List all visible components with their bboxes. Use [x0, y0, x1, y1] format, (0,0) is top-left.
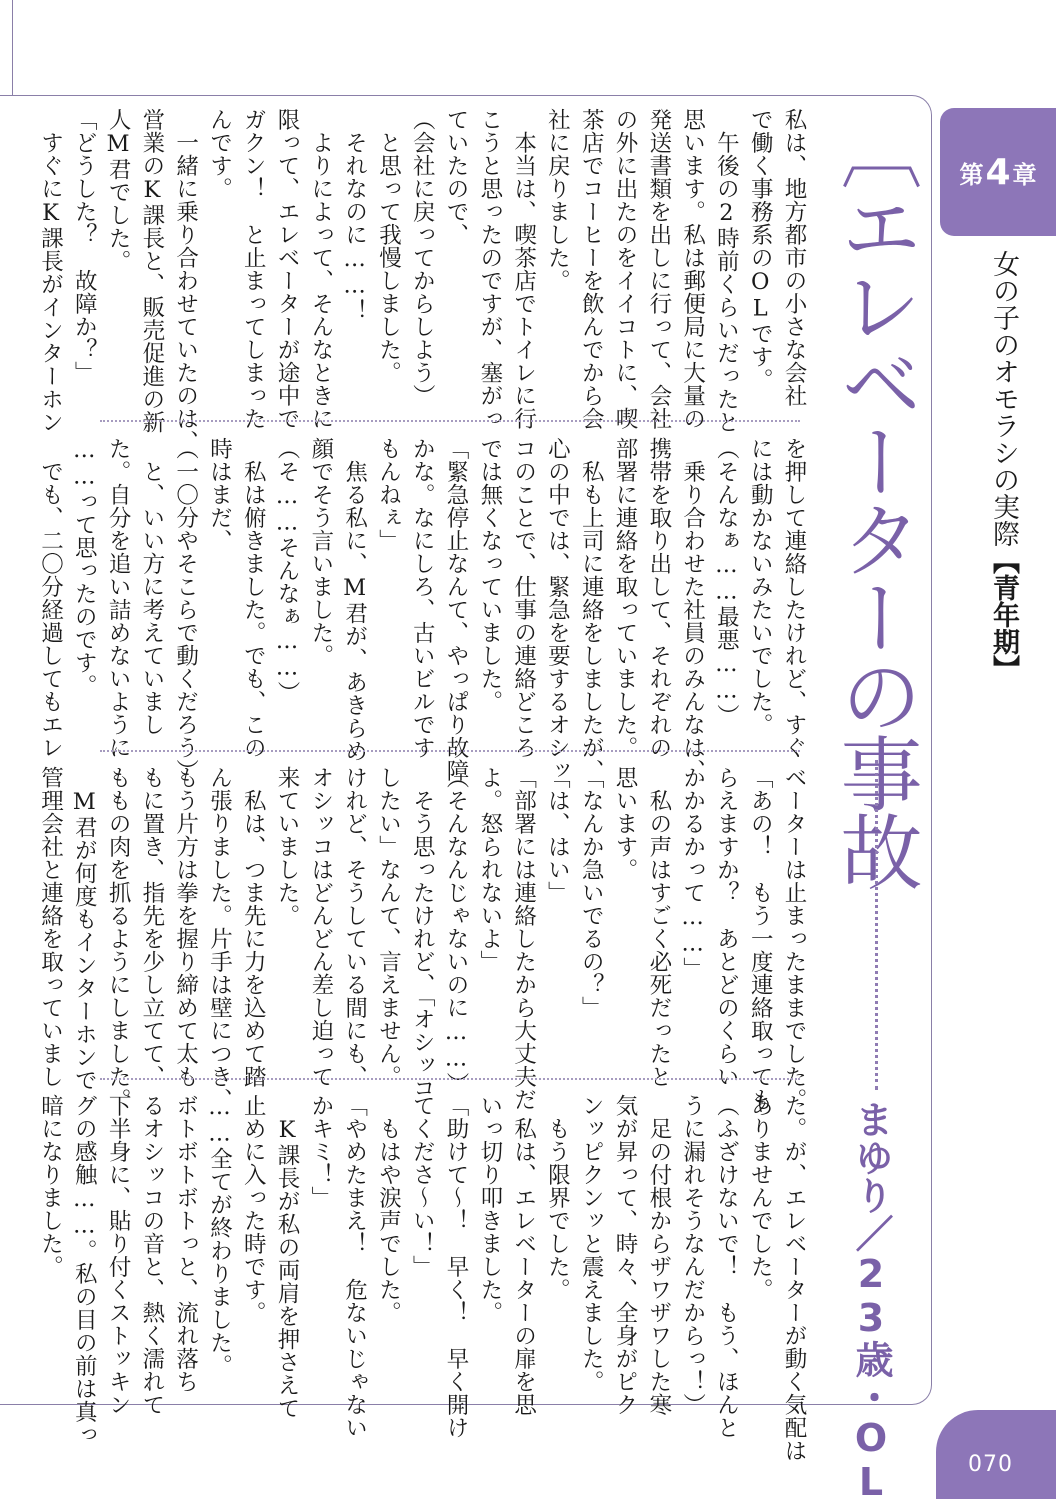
- page-number-tab: [936, 1410, 1056, 1499]
- series-period: 【青年期】: [988, 547, 1019, 682]
- author-byline: まゆり／23歳・OL: [849, 1100, 893, 1504]
- chapter-suffix: 章: [1012, 160, 1037, 189]
- title-bracket-open: 〔: [827, 108, 922, 186]
- article-title: [827, 108, 922, 888]
- title-byline-divider: [875, 760, 878, 1090]
- chapter-prefix: 第: [959, 160, 984, 189]
- chapter-number: 4: [985, 151, 1011, 193]
- band-divider: [100, 1078, 800, 1080]
- body-text-band-4: た。が、エレベーターが動く気配は ありませんでした。 （ふざけないで！ もう、ほんと うに漏れそうなんだからっ！） 足の付根からザワザワした寒 気が昇って、時々、全身がピク ンッピクンッと震えました。 もう限界でした。 私は、エレベーターの扉を思 いっ切り叩きました。 「助けて～！ 早く！ 早く開け てくださ～い！」 もはや涙声でした。 「やめたまえ！ 危ないじゃない かキミ！」 K課長が私の両肩を押さえて 止めに入った時です。 ……全てが終わりました。 ボトボトボトっと、流れ落ち るオシッコの音と、熱く濡れて 下半身に、貼り付くストッキン グの感触……。私の目の前は真っ 暗になりました。: [37, 1094, 807, 1462]
- chapter-tab: [940, 108, 1056, 236]
- band-divider: [100, 750, 800, 752]
- page-edge-line: [0, 0, 13, 95]
- series-title: [978, 250, 1028, 682]
- body-text-band-3: ベーターは止まったままでした。 「あの！ もう一度連絡取っても らえますか？ あとどのくらい かかるかって……」 私の声はすごく必死だったと 思います。 「なんか急いでるの？」 「は、はい」 「部署には連絡したから大丈夫だ よ。怒られないよ」 （そんなんじゃないのに……） そう思ったけれど、「オシッコ したい」なんて、言えません。 けれど、そうしている間にも、 オシッコはどんどん差し迫って 来ていました。 私は、つま先に力を込めて踏 ん張りました。片手は壁につき、 もう片方は拳を握り締めて太も もに置き、指先を少し立てて、 ももの肉を抓るようにしました。 M君が何度もインターホンで 管理会社と連絡を取っていまし: [37, 766, 807, 1111]
- band-divider: [100, 420, 800, 422]
- body-text-band-1: 私は、地方都市の小さな会社 で働く事務系のOLです。 午後の2時前くらいだったと 思います。私は郵便局に大量の 発送書類を出しに行って、会社 の外に出たのをイイコトに、喫 茶店でコーヒーを飲んでから会 社に戻りました。 本当は、喫茶店でトイレに行 こうと思ったのですが、塞がっ ていたので、 （会社に戻ってからしよう） と思って我慢しました。 それなのに……！ よりによって、そんなときに 限って、エレベーターが途中で ガクン！ と止まってしまった んです。 一緒に乗り合わせていたのは、 営業のK課長と、販売促進の新 人M君でした。 「どうした？ 故障か？」 すぐにK課長がインターホン: [37, 108, 807, 453]
- series-title-text: 女の子のオモラシの実際: [988, 250, 1019, 547]
- body-text-band-2: を押して連絡したけれど、すぐ には動かないみたいでした。 （そんなぁ……最悪……） 乗り合わせた社員のみんなは、 携帯を取り出して、それぞれの 部署に連絡を取っていました。 私も上司に連絡をしましたが、 心の中では、緊急を要するオシッ コのことで、仕事の連絡どころ では無くなっていました。 「緊急停止なんて、やっぱり故障 かな。なにしろ、古いビルです もんねぇ」 焦る私に、M君が、あきらめ 顔でそう言いました。 （そ……そんなぁ……） 私は俯きました。でも、この 時はまだ、 （一〇分やそこらで動くだろう） と、いい方に考えていまし た。自分を追い詰めないように ……って思ったのです。 でも、二〇分経過してもエレ: [37, 437, 807, 782]
- title-text: エレベーターの事故: [827, 186, 922, 888]
- page-number: 070: [968, 1452, 1013, 1477]
